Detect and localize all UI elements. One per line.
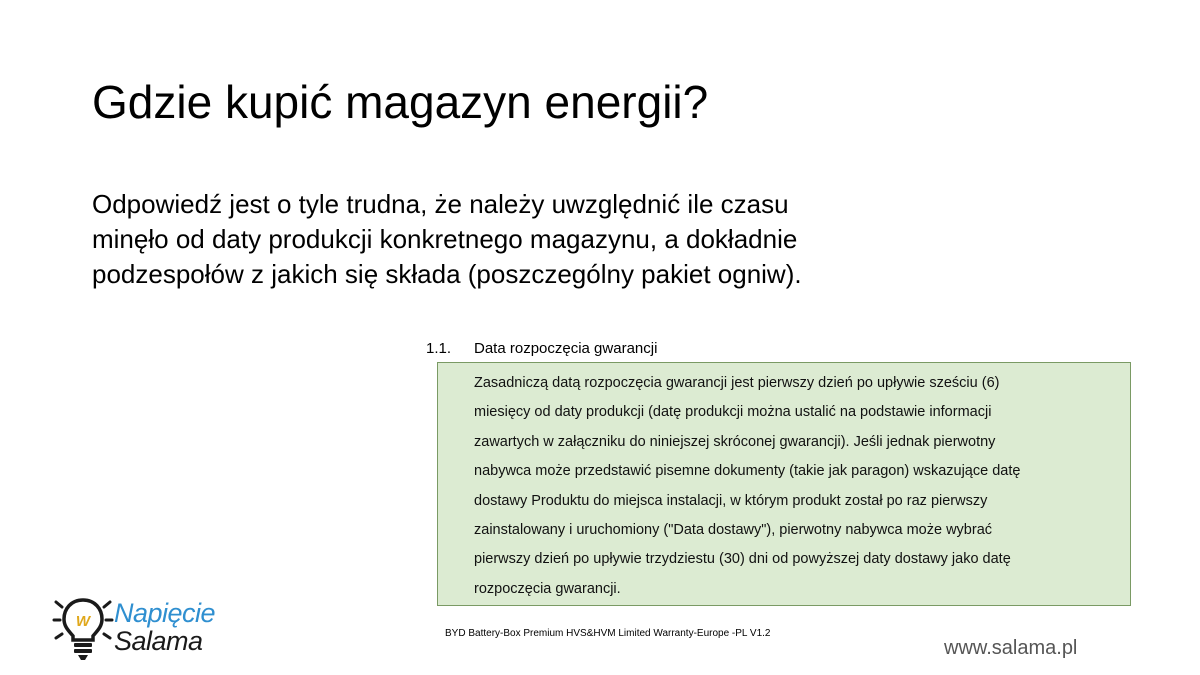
excerpt-section-heading [426,339,657,359]
warranty-text-line: dostawy Produktu do miejsca instalacji, w którym produkt został po raz pierwszy [474,492,988,509]
warranty-text-line: pierwszy dzień po upływie trzydziestu (30) dni od powyższej daty dostawy jako datę [474,551,1011,568]
excerpt-source-caption: BYD Battery-Box Premium HVS&HVM Limited Warranty-Europe -PL V1.2 [445,628,771,639]
warranty-excerpt-box [437,362,1131,606]
section-title: Data rozpoczęcia gwarancji [474,340,658,357]
warranty-text-line: miesięcy od daty produkcji (datę produkcji można ustalić na podstawie informacji [474,404,992,421]
slide-title: Gdzie kupić magazyn energii? [92,76,709,128]
warranty-text-line: Zasadniczą datą rozpoczęcia gwarancji jest pierwszy dzień po upływie sześciu (6) [474,375,1000,391]
footer-website: www.salama.pl [944,637,1078,659]
warranty-text-line: zainstalowany i uruchomiony ("Data dostawy"), pierwotny nabywca może wybrać [474,522,993,539]
body-line: podzespołów z jakich się składa (poszczególny pakiet ogniw). [92,259,802,289]
section-number: 1.1. [426,340,452,357]
slide-body-text [92,187,952,292]
logo-text-salama: Salama [114,626,203,656]
body-line: Odpowiedź jest o tyle trudna, że należy uwzględnić ile czasu [92,189,789,219]
warranty-text-line: nabywca może przedstawić pisemne dokumenty (takie jak paragon) wskazujące datę [474,463,1021,480]
warranty-text-line: rozpoczęcia gwarancji. [474,580,621,597]
body-line: minęło od daty produkcji konkretnego magazynu, a dokładnie [92,224,798,254]
logo-text-napiecie: Napięcie [114,598,216,628]
warranty-text-line: zawartych w załączniku do niniejszej skróconej gwarancji). Jeśli jednak pierwotny [474,433,996,450]
lightbulb-icon [52,594,114,662]
bulb-letter: W [75,613,91,630]
napiecie-salama-logo [52,594,227,664]
